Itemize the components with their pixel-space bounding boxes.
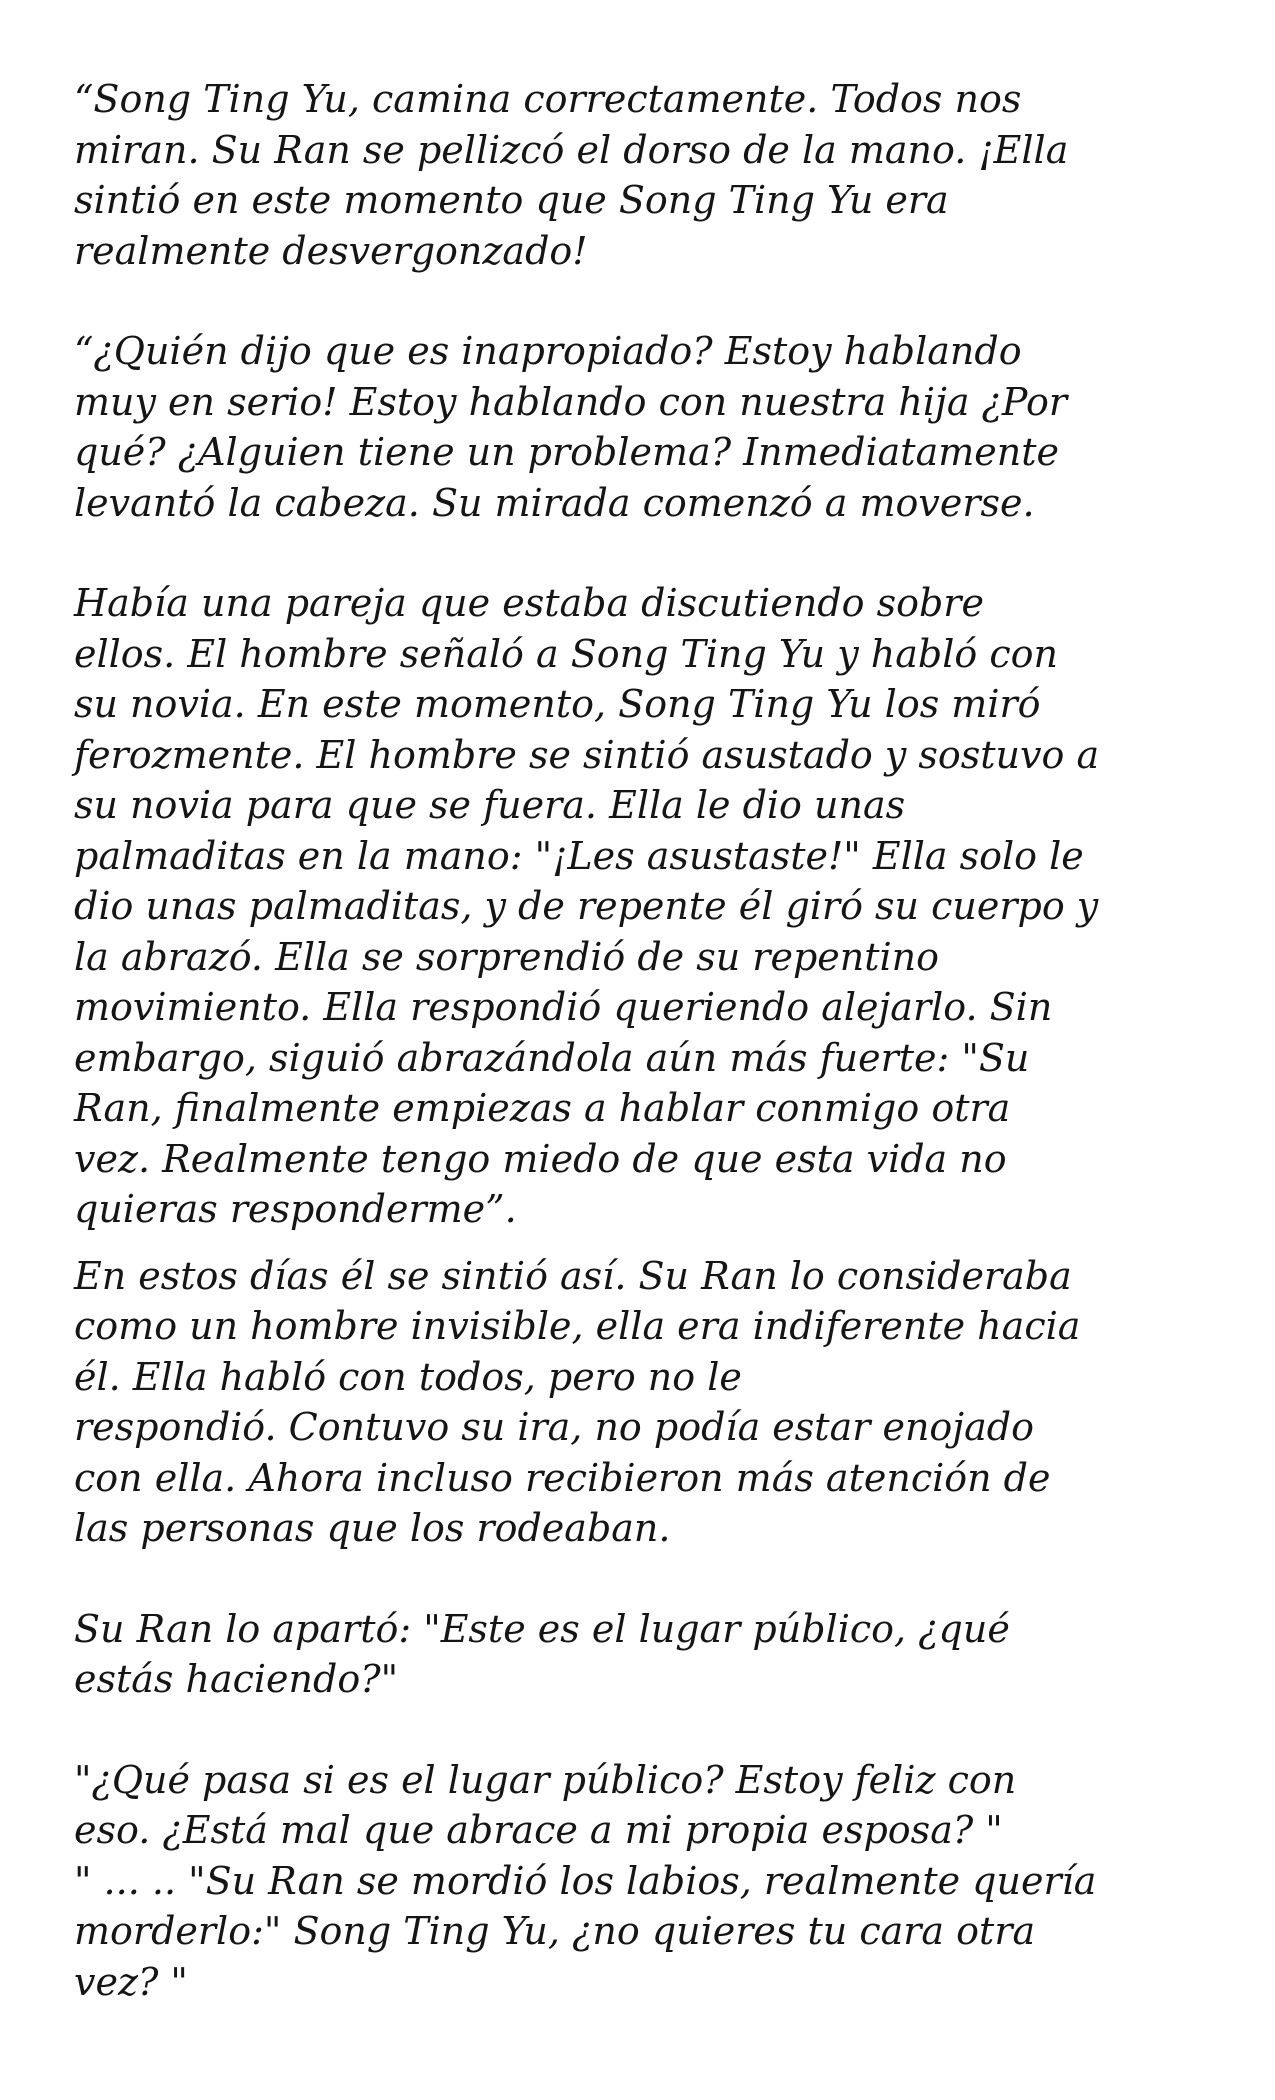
paragraph-6: "¿Qué pasa si es el lugar público? Estoy feliz con eso. ¿Está mal que abrace a mi propia esposa? " " ... .. "Su Ran se mordió los labios, realmente quería morderlo:" Song Ting Yu, ¿no quieres tu cara otra vez? " xyxy=(74,1757,1097,2004)
paragraph-4: En estos días él se sintió así. Su Ran lo consideraba como un hombre invisible, ella era indiferente hacia él. Ella habló con todos, pero no le respondió. Contuvo su ira, no podía estar enojado con ella. Ahora incluso recibieron más atención de las personas que los rodeaban. xyxy=(74,1253,1081,1550)
document-page xyxy=(74,74,1214,2007)
paragraph-2: “¿Quién dijo que es inapropiado? Estoy hablando muy en serio! Estoy hablando con nuestra hija ¿Por qué? ¿Alguien tiene un problema? Inmediatamente levantó la cabeza. Su mirada comenzó a moverse. xyxy=(74,329,1067,525)
paragraph-3: Había una pareja que estaba discutiendo sobre ellos. El hombre señaló a Song Ting Yu y habló con su novia. En este momento, Song Ting Yu los miró ferozmente. El hombre se sintió asustado y sostuvo a su novia para que se fuera. Ella le dio unas palmaditas en la mano: "¡Les asustaste!" Ella solo le dio unas palmaditas, y de repente él giró su cuerpo y la abrazó. Ella se sorprendió de su repentino movimiento. Ella respondió queriendo alejarlo. Sin embargo, siguió abrazándola aún más fuerte: "Su Ran, finalmente empiezas a hablar conmigo otra vez. Realmente tengo miedo de que esta vida no quieras responderme”. xyxy=(74,581,1100,1231)
paragraph-1: “Song Ting Yu, camina correctamente. Todos nos miran. Su Ran se pellizcó el dorso de la mano. ¡Ella sintió en este momento que Song Ting Yu era realmente desvergonzado! xyxy=(74,77,1069,273)
paragraph-5: Su Ran lo apartó: "Este es el lugar público, ¿qué estás haciendo?" xyxy=(74,1606,1010,1701)
